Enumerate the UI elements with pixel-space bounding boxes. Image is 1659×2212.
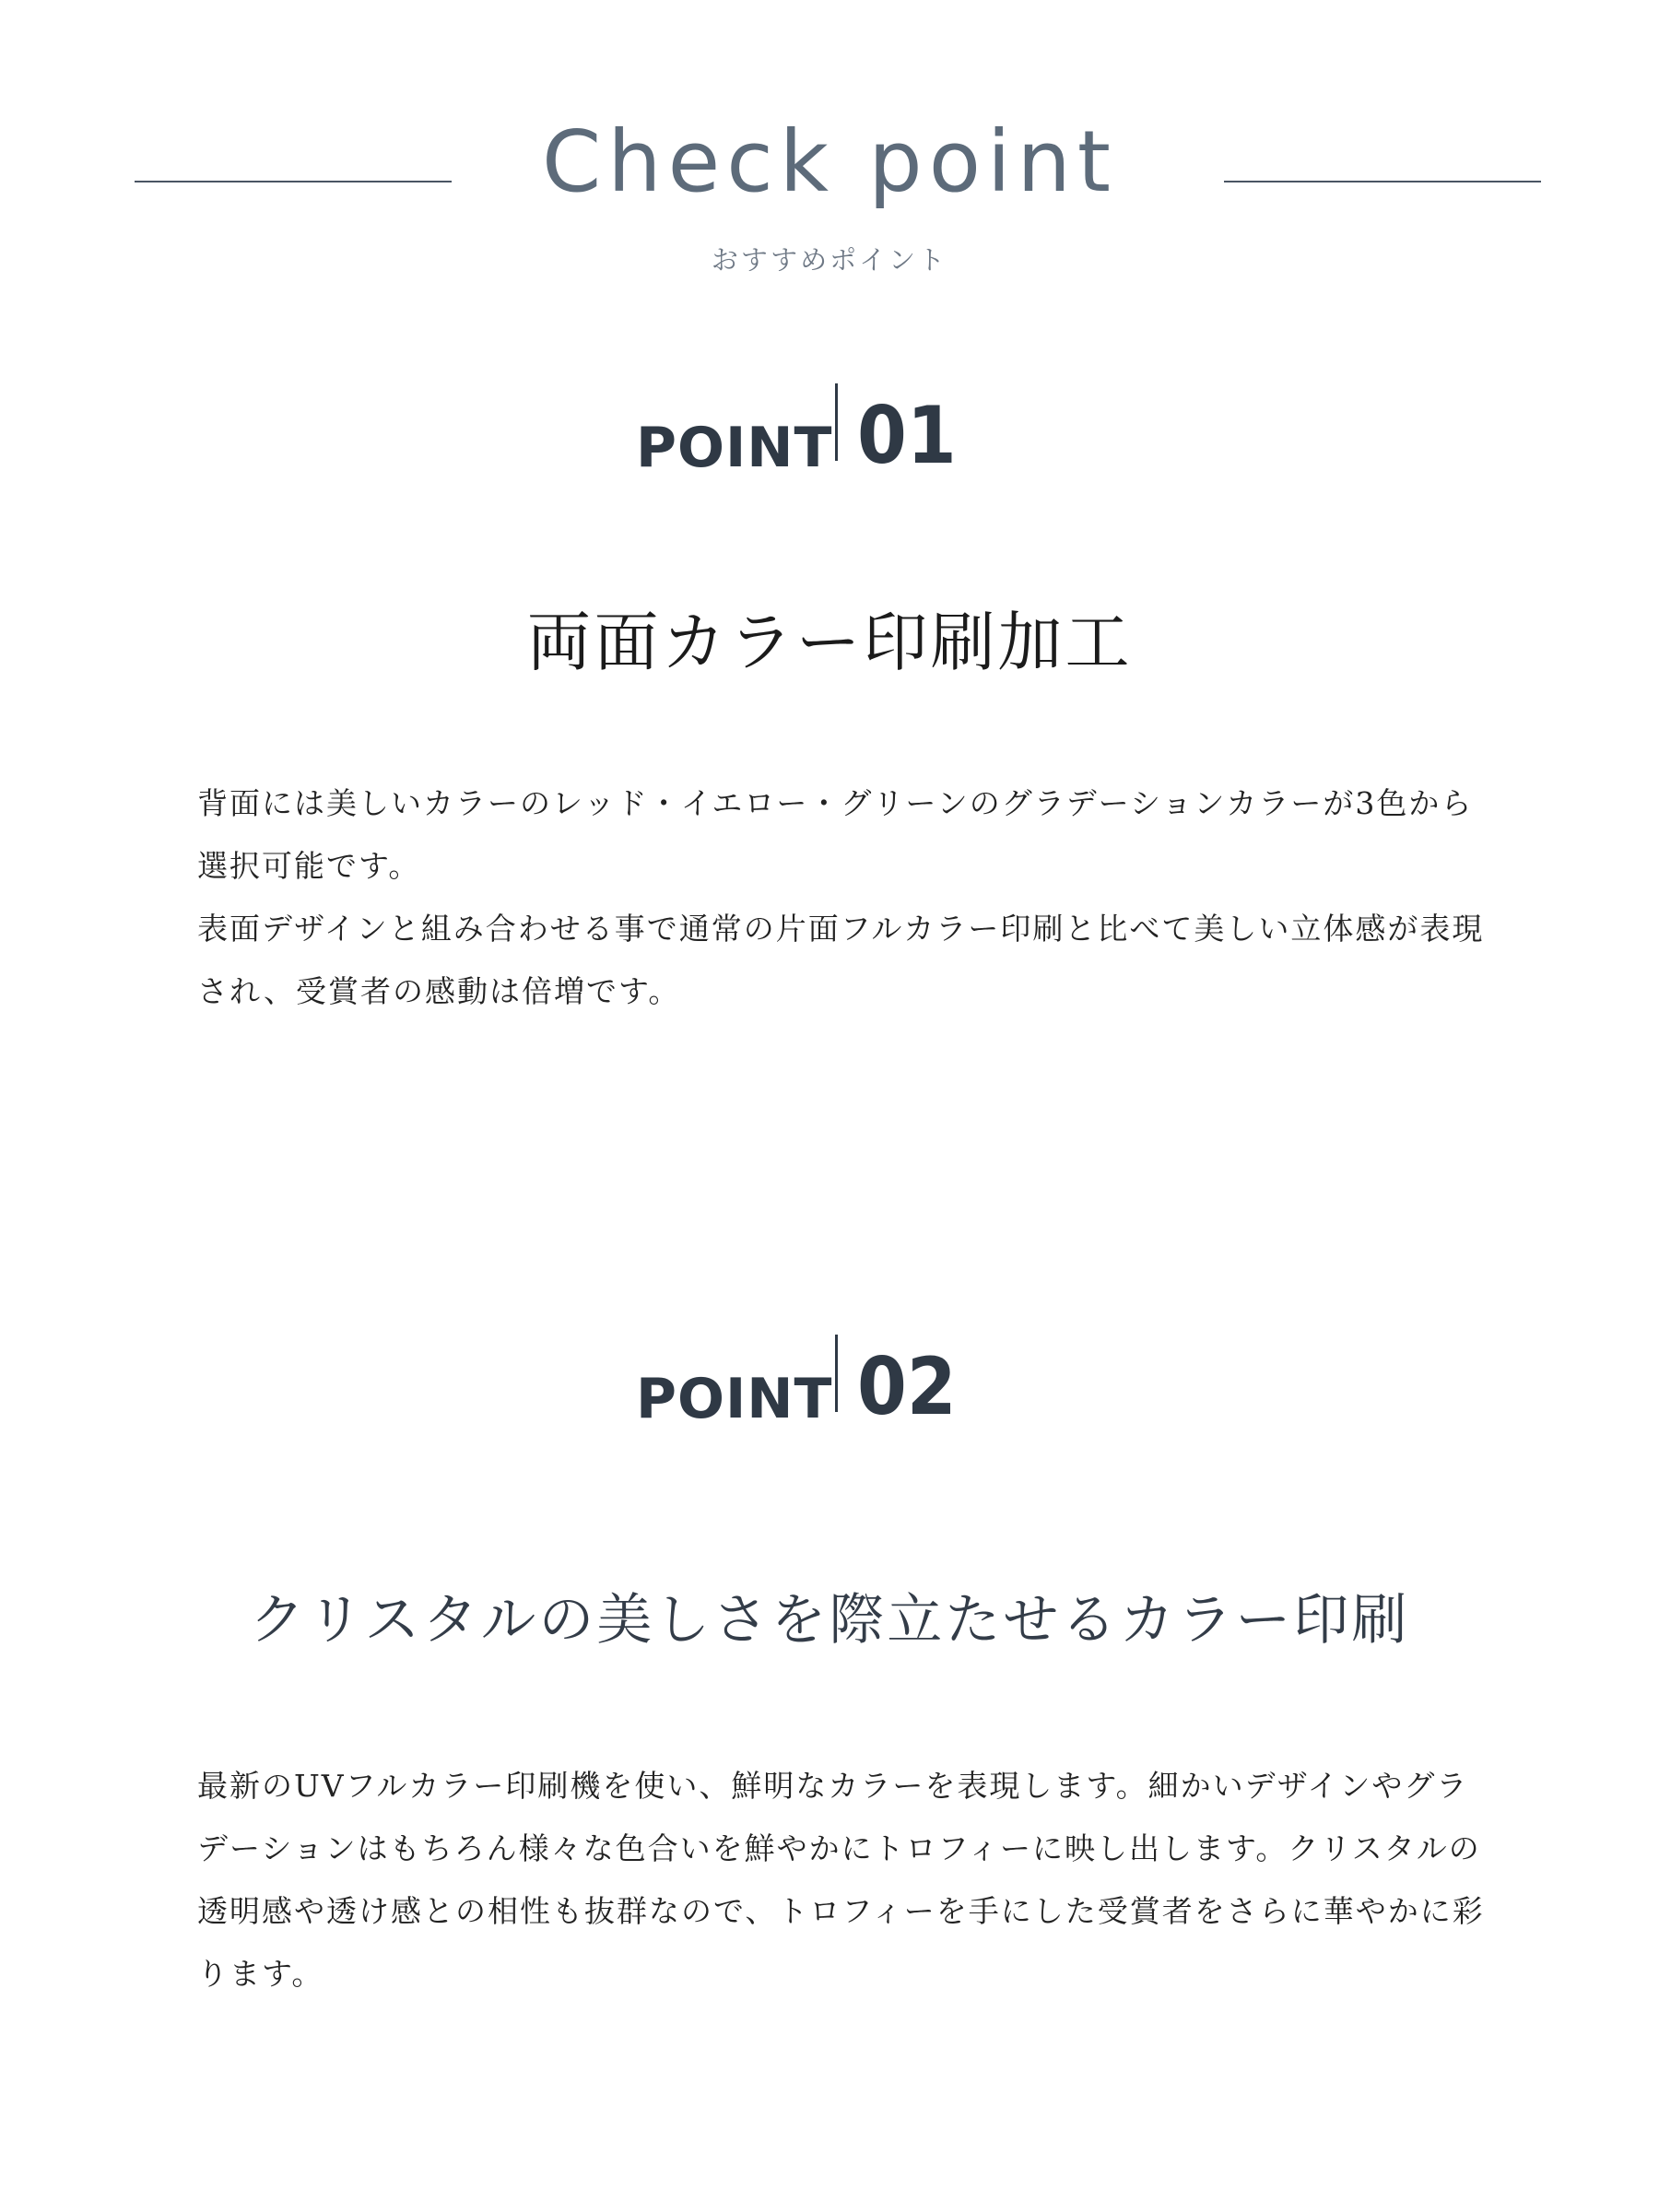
- point-heading: [0, 1335, 1659, 1433]
- point-number: 02: [857, 1341, 957, 1433]
- point-divider: [835, 383, 838, 461]
- body-paragraph: 最新のUVフルカラー印刷機を使い、鮮明なカラーを表現します。細かいデザインやグラデーションはもちろん様々な色合いを鮮やかにトロフィーに映し出します。クリスタルの透明感や透け感との相性も抜群なので、トロフィーを手にした受賞者をさらに華やかに彩ります。: [197, 1768, 1485, 1992]
- point-number: 01: [857, 390, 957, 482]
- section-title: クリスタルの美しさを際立たせるカラー印刷: [249, 1588, 1410, 1653]
- section-title: 両面カラー印刷加工: [526, 605, 1133, 680]
- point-heading: [0, 383, 1659, 482]
- page-title: Check point: [542, 112, 1117, 211]
- point-label: POINT: [636, 416, 833, 480]
- point-divider: [835, 1335, 838, 1412]
- page-subtitle: おすすめポイント: [711, 244, 948, 276]
- section-body: [197, 1755, 1488, 2006]
- body-paragraph: 背面には美しいカラーのレッド・イエロー・グリーンのグラデーションカラーが3色から選択可能です。: [197, 785, 1474, 884]
- body-paragraph: 表面デザインと組み合わせる事で通常の片面フルカラー印刷と比べて美しい立体感が表現され、受賞者の感動は倍増です。: [197, 911, 1485, 1009]
- point-label: POINT: [636, 1367, 833, 1431]
- section-body: [197, 772, 1488, 1023]
